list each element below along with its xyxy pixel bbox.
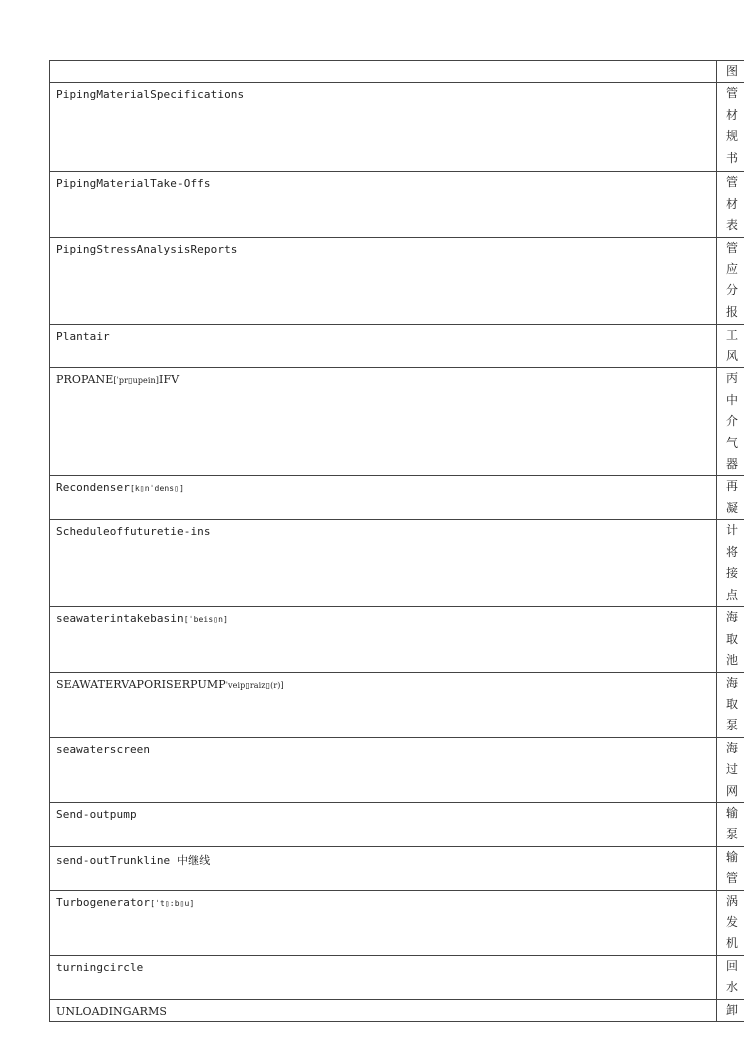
term-cell: UNLOADINGARMS <box>50 999 717 1021</box>
glossary-table <box>49 60 744 1022</box>
table-row <box>50 520 744 607</box>
cn-cell: 管 应 分 报 <box>717 237 744 324</box>
phonetic-text: ˈveip▯raiz▯(r)] <box>225 680 284 690</box>
table-row <box>50 237 744 324</box>
term-tail-text: 中继线 <box>177 853 211 867</box>
table-row <box>50 955 744 999</box>
table-row <box>50 672 744 737</box>
cn-cell: 工 风 <box>717 324 744 368</box>
table-row <box>50 999 744 1021</box>
term-cell: Plantair <box>50 324 717 368</box>
cn-cell: 再 凝 <box>717 476 744 520</box>
table-row <box>50 172 744 237</box>
term-tail-text: IFV <box>159 373 180 387</box>
cn-cell: 回 水 <box>717 955 744 999</box>
table-row <box>50 83 744 172</box>
term-text: Turbogenerator <box>56 895 151 909</box>
term-text: seawaterintakebasin <box>56 612 184 626</box>
term-cell: PipingMaterialSpecifications <box>50 83 717 172</box>
cn-cell: 计 将 接 点 <box>717 520 744 607</box>
term-cell: Scheduleoffuturetie-ins <box>50 520 717 607</box>
cn-cell: 丙 中 介 气 器 <box>717 368 744 476</box>
term-cell: seawaterscreen <box>50 737 717 802</box>
cn-cell: 卸 <box>717 999 744 1021</box>
term-cell: turningcircle <box>50 955 717 999</box>
term-cell <box>50 846 717 890</box>
table-row <box>50 846 744 890</box>
phonetic-text: [k▯nˈdens▯] <box>129 484 185 494</box>
table-row <box>50 737 744 802</box>
table-row <box>50 607 744 672</box>
term-cell <box>50 368 717 476</box>
header-term-cell <box>50 61 717 83</box>
term-cell: PipingStressAnalysisReports <box>50 237 717 324</box>
term-cell <box>50 607 717 672</box>
table-row <box>50 890 744 955</box>
cn-cell: 管 材 规 书 <box>717 83 744 172</box>
cn-cell: 海 过 网 <box>717 737 744 802</box>
term-cell: Send-outpump <box>50 802 717 846</box>
cn-cell: 涡 发 机 <box>717 890 744 955</box>
phonetic-text: [ˈt▯:b▯u] <box>150 898 195 908</box>
header-cn-cell: 图 <box>717 61 744 83</box>
phonetic-text: [ˈpr▯upein] <box>113 376 160 386</box>
cn-cell: 输 泵 <box>717 802 744 846</box>
term-cell <box>50 476 717 520</box>
term-cell: PipingMaterialTake-Offs <box>50 172 717 237</box>
term-text: PROPANE <box>56 373 114 387</box>
table-row <box>50 368 744 476</box>
phonetic-text: [ˈbeis▯n] <box>183 615 228 625</box>
cn-cell: 海 取 池 <box>717 607 744 672</box>
table-header-row <box>50 61 744 83</box>
table-row <box>50 476 744 520</box>
term-cell <box>50 672 717 737</box>
cn-cell: 海 取 泵 <box>717 672 744 737</box>
cn-cell: 管 材 表 <box>717 172 744 237</box>
term-text: SEAWATERVAPORISERPUMP <box>56 677 226 691</box>
table-row <box>50 324 744 368</box>
term-cell <box>50 890 717 955</box>
term-text: Recondenser <box>56 481 130 495</box>
term-text: send-outTrunkline <box>56 853 171 867</box>
table-row <box>50 802 744 846</box>
cn-cell: 输 管 <box>717 846 744 890</box>
